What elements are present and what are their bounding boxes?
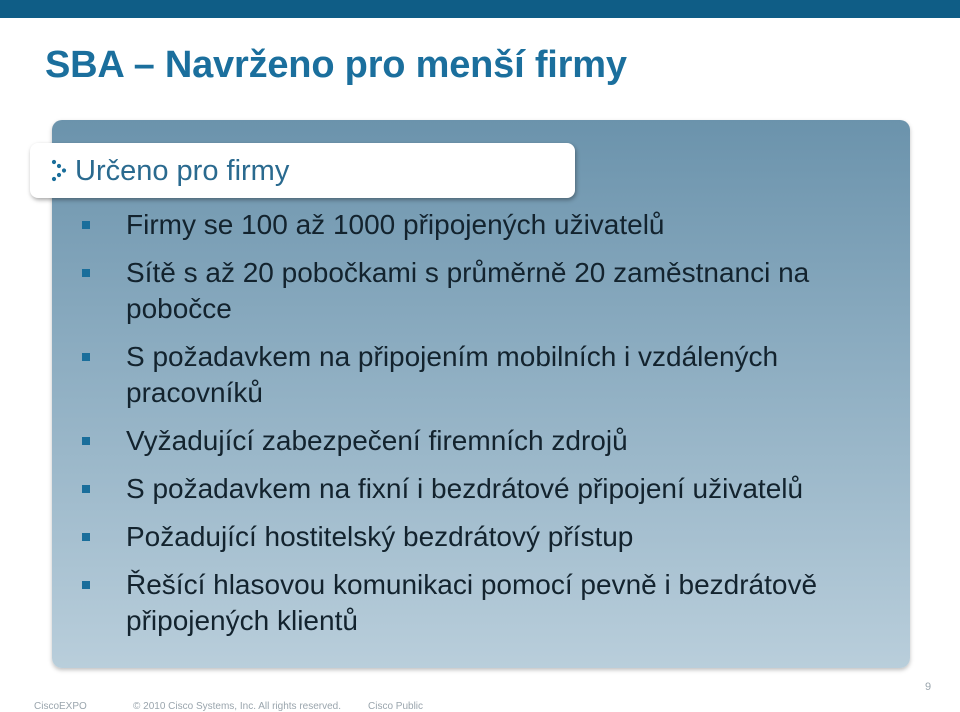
bullet-text: S požadavkem na připojením mobilních i vzdálených pracovníků [126, 341, 779, 408]
square-bullet-icon [82, 353, 90, 361]
footer-classification: Cisco Public [368, 701, 424, 712]
footer-copyright: © 2010 Cisco Systems, Inc. All rights reserved. [133, 701, 342, 712]
bullet-text: Vyžadující zabezpečení firemních zdrojů [126, 425, 628, 456]
bullet-item [82, 519, 882, 555]
bullet-item [82, 255, 882, 327]
bullet-item [82, 471, 882, 507]
footer-brand: CiscoEXPO [34, 701, 87, 712]
bullet-list [82, 207, 882, 651]
square-bullet-icon [82, 533, 90, 541]
bullet-text: Řešící hlasovou komunikaci pomocí pevně i bezdrátově připojených klientů [126, 569, 818, 636]
bullet-text: Firmy se 100 až 1000 připojených uživatelů [126, 209, 665, 240]
bullet-item [82, 567, 882, 639]
square-bullet-icon [82, 269, 90, 277]
square-bullet-icon [82, 437, 90, 445]
bullet-text: Sítě s až 20 pobočkami s průměrně 20 zaměstnanci na pobočce [126, 257, 810, 324]
page-number: 9 [925, 681, 932, 693]
section-title: Určeno pro firmy [75, 155, 290, 187]
bullet-item [82, 423, 882, 459]
square-bullet-icon [82, 221, 90, 229]
square-bullet-icon [82, 581, 90, 589]
bullet-text: S požadavkem na fixní i bezdrátové připojení uživatelů [126, 473, 804, 504]
bullet-item [82, 339, 882, 411]
slide-title: SBA – Navrženo pro menší firmy [45, 44, 627, 86]
bullet-item [82, 207, 882, 243]
square-bullet-icon [82, 485, 90, 493]
bullet-text: Požadující hostitelský bezdrátový přístup [126, 521, 634, 552]
chevron-dots-icon [50, 158, 72, 184]
header-bar [0, 0, 960, 18]
